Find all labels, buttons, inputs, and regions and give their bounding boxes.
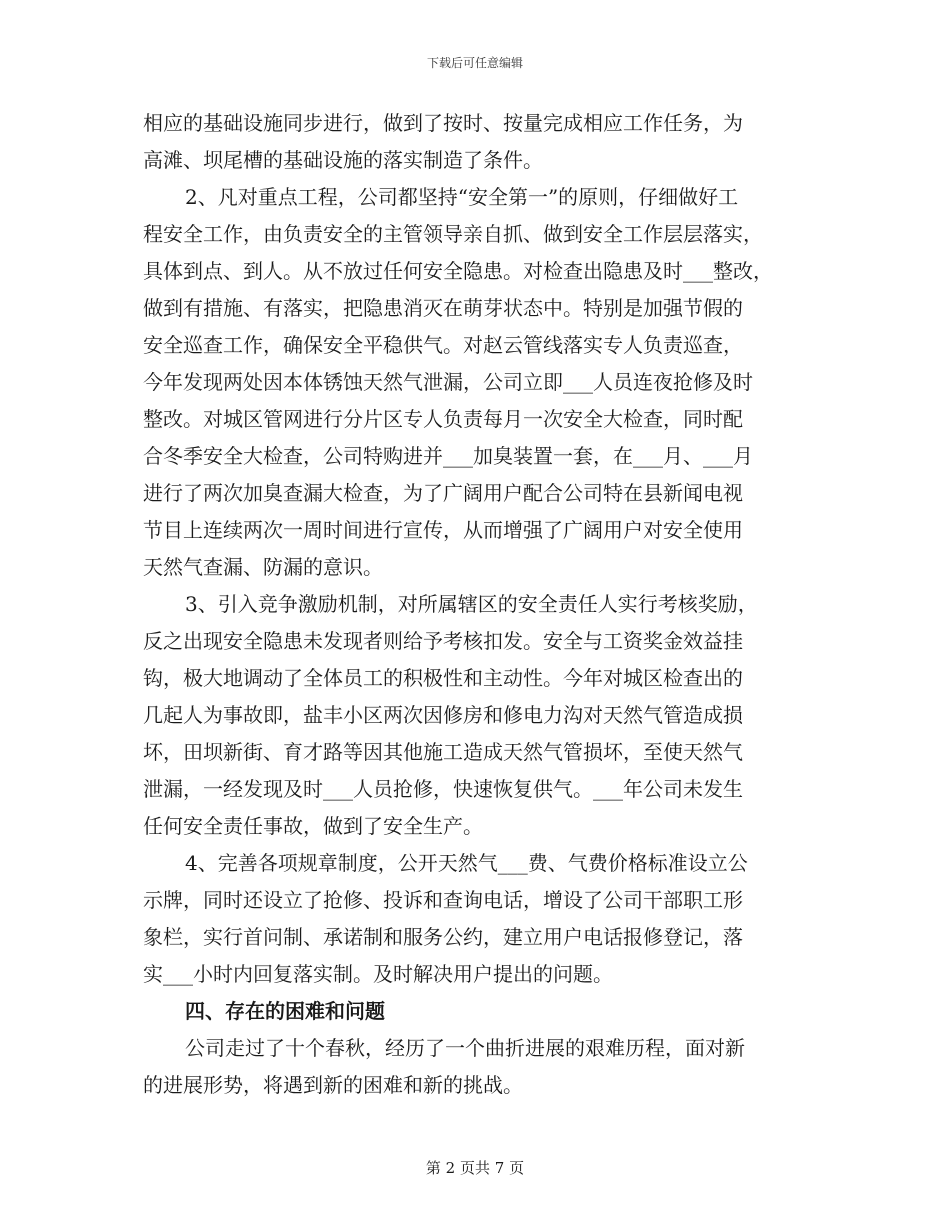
body-line: 高滩、坝尾槽的基础设施的落实制造了条件。: [143, 148, 543, 172]
body-line: 任何安全责任事故，做到了安全生产。: [143, 814, 483, 838]
body-line: 几起人为事故即，盐丰小区两次因修房和修电力沟对天然气管造成损: [143, 703, 743, 727]
page-header: 下载后可任意编辑: [426, 56, 523, 70]
body-line: 具体到点、到人。从不放过任何安全隐患。对检查出隐患及时___整改，: [143, 259, 773, 283]
paragraph-3-start: 3、引入竞争激励机制，对所属辖区的安全责任人实行考核奖励，: [185, 592, 758, 616]
body-line: 程安全工作，由负责安全的主管领导亲自抓、做到安全工作层层落实，: [143, 222, 763, 246]
paragraph-2-start: 2、凡对重点工程，公司都坚持“安全第一”的原则，仔细做好工: [185, 185, 739, 209]
body-line: 坏，田坝新街、育才路等因其他施工造成天然气管损坏，至使天然气: [143, 740, 743, 764]
paragraph-5-start: 公司走过了十个春秋，经历了一个曲折进展的艰难历程，面对新: [185, 1036, 745, 1060]
body-line: 合冬季安全大检查，公司特购进并___加臭装置一套，在___月、___月: [143, 444, 753, 468]
body-line: 进行了两次加臭查漏大检查，为了广阔用户配合公司特在县新闻电视: [143, 481, 743, 505]
body-line: 反之出现安全隐患未发现者则给予考核扣发。安全与工资奖金效益挂: [143, 629, 743, 653]
body-line: 整改。对城区管网进行分片区专人负责每月一次安全大检查，同时配: [143, 407, 743, 431]
body-line: 安全巡查工作，确保安全平稳供气。对赵云管线落实专人负责巡查，: [143, 333, 743, 357]
body-line: 象栏，实行首问制、承诺制和服务公约，建立用户电话报修登记，落: [143, 925, 743, 949]
body-line: 钩，极大地调动了全体员工的积极性和主动性。今年对城区检查出的: [143, 666, 743, 690]
body-line: 今年发现两处因本体锈蚀天然气泄漏，公司立即___人员连夜抢修及时: [143, 370, 753, 394]
body-line: 做到有措施、有落实，把隐患消灭在萌芽状态中。特别是加强节假的: [143, 296, 743, 320]
paragraph-4-start: 4、完善各项规章制度，公开天然气___费、气费价格标准设立公: [185, 851, 748, 875]
page-footer: 第 2 页共 7 页: [425, 1159, 525, 1177]
body-line: 示牌，同时还设立了抢修、投诉和查询电话，增设了公司干部职工形: [143, 888, 743, 912]
body-line: 泄漏，一经发现及时___人员抢修，快速恢复供气。___年公司未发生: [143, 777, 743, 801]
body-line: 实___小时内回复落实制。及时解决用户提出的问题。: [143, 962, 613, 986]
body-line: 的进展形势，将遇到新的困难和新的挑战。: [143, 1073, 523, 1097]
body-line: 节目上连续两次一周时间进行宣传，从而增强了广阔用户对安全使用: [143, 518, 743, 542]
section-heading: 四、存在的困难和问题: [185, 999, 385, 1023]
document-body: [143, 105, 823, 1104]
body-line: 相应的基础设施同步进行，做到了按时、按量完成相应工作任务，为: [143, 111, 743, 135]
body-line: 天然气查漏、防漏的意识。: [143, 555, 383, 579]
